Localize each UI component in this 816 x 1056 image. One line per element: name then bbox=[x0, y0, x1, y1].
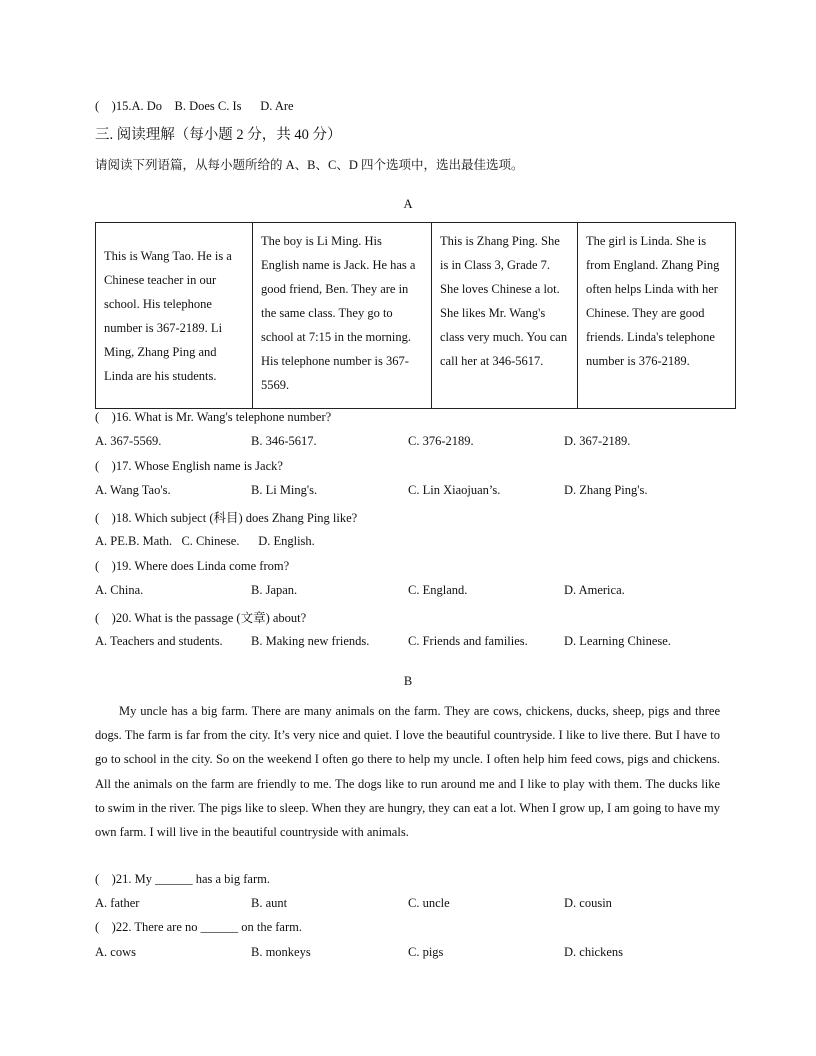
cell-zhang-ping: This is Zhang Ping. She is in Class 3, Grade 7. She loves Chinese a lot. She likes Mr. Wang's class very much. You can call her at 346-5617. bbox=[432, 223, 578, 409]
option-b: B. aunt bbox=[251, 896, 288, 910]
option-c: C. pigs bbox=[408, 945, 444, 959]
option-c: C. Lin Xiaojuan’s. bbox=[408, 483, 501, 497]
option-d: D. 367-2189. bbox=[564, 434, 631, 448]
section-title: 三. 阅读理解（每小题 2 分，共 40 分） bbox=[95, 127, 342, 143]
option-c: C. 376-2189. bbox=[408, 434, 474, 448]
passage-b-text bbox=[95, 699, 720, 844]
option-c: C. England. bbox=[408, 583, 468, 597]
option-a: A. father bbox=[95, 896, 140, 910]
passage-a-label: A bbox=[403, 197, 413, 211]
option-b: B. Japan. bbox=[251, 583, 298, 597]
question-16-stem: ( )16. What is Mr. Wang's telephone number? bbox=[95, 410, 332, 424]
question-20-options bbox=[95, 634, 735, 650]
option-a: A. China. bbox=[95, 583, 144, 597]
cell-linda: The girl is Linda. She is from England. Zhang Ping often helps Linda with her Chinese. They are good friends. Linda's telephone number is 376-2189. bbox=[578, 223, 736, 409]
question-19-stem: ( )19. Where does Linda come from? bbox=[95, 559, 290, 573]
option-b: B. Li Ming's. bbox=[251, 483, 318, 497]
option-d: D. chickens bbox=[564, 945, 624, 959]
question-21-options bbox=[95, 896, 735, 912]
option-d: D. Zhang Ping's. bbox=[564, 483, 648, 497]
question-15: ( )15.A. Do B. Does C. Is D. Are bbox=[95, 99, 294, 113]
option-d: D. Learning Chinese. bbox=[564, 634, 671, 648]
option-a: A. Teachers and students. bbox=[95, 634, 223, 648]
passage-a-table bbox=[95, 222, 736, 409]
question-19-options bbox=[95, 583, 735, 599]
cell-wang-tao: This is Wang Tao. He is a Chinese teacher in our school. His telephone number is 367-2189. Li Ming, Zhang Ping and Linda are his students. bbox=[96, 223, 253, 409]
passage-b-body: My uncle has a big farm. There are many animals on the farm. They are cows, chickens, ducks, sheep, pigs and three dogs. The farm is far from the city. It’s very nice and quiet. I love the beautiful countryside. I like to live there. But I have to go to school in the city. So on the weekend I often go there to help my uncle. I often help him feed cows, pigs and chickens. All the animals on the farm are friendly to me. The dogs like to run around me and I like to play with them. The ducks like to swim in the river. The pigs like to sleep. When they are hungry, they can eat a lot. When I grow up, I am going to have my own farm. I will live in the beautiful countryside with animals. bbox=[95, 704, 720, 840]
option-b: B. monkeys bbox=[251, 945, 311, 959]
cell-li-ming: The boy is Li Ming. His English name is Jack. He has a good friend, Ben. They are in the same class. They go to school at 7:15 in the morning. His telephone number is 367-5569. bbox=[253, 223, 432, 409]
question-17-options bbox=[95, 483, 735, 499]
option-a: A. 367-5569. bbox=[95, 434, 162, 448]
option-a: A. cows bbox=[95, 945, 136, 959]
option-b: B. 346-5617. bbox=[251, 434, 317, 448]
question-18-options: A. PE.B. Math. C. Chinese. D. English. bbox=[95, 534, 315, 548]
option-b: B. Making new friends. bbox=[251, 634, 370, 648]
section-instruction: 请阅读下列语篇，从每小题所给的 A、B、C、D 四个选项中，选出最佳选项。 bbox=[95, 158, 524, 172]
table-row bbox=[96, 223, 736, 409]
option-d: D. America. bbox=[564, 583, 625, 597]
question-16-options bbox=[95, 434, 735, 450]
question-20-stem: ( )20. What is the passage (文章) about? bbox=[95, 611, 307, 625]
question-22-options bbox=[95, 945, 735, 961]
question-21-stem: ( )21. My ______ has a big farm. bbox=[95, 872, 270, 886]
passage-b-label: B bbox=[403, 674, 413, 688]
option-d: D. cousin bbox=[564, 896, 612, 910]
question-18-stem: ( )18. Which subject (科目) does Zhang Ping like? bbox=[95, 511, 358, 525]
option-a: A. Wang Tao's. bbox=[95, 483, 171, 497]
question-22-stem: ( )22. There are no ______ on the farm. bbox=[95, 920, 302, 934]
question-17-stem: ( )17. Whose English name is Jack? bbox=[95, 459, 283, 473]
option-c: C. uncle bbox=[408, 896, 450, 910]
option-c: C. Friends and families. bbox=[408, 634, 528, 648]
